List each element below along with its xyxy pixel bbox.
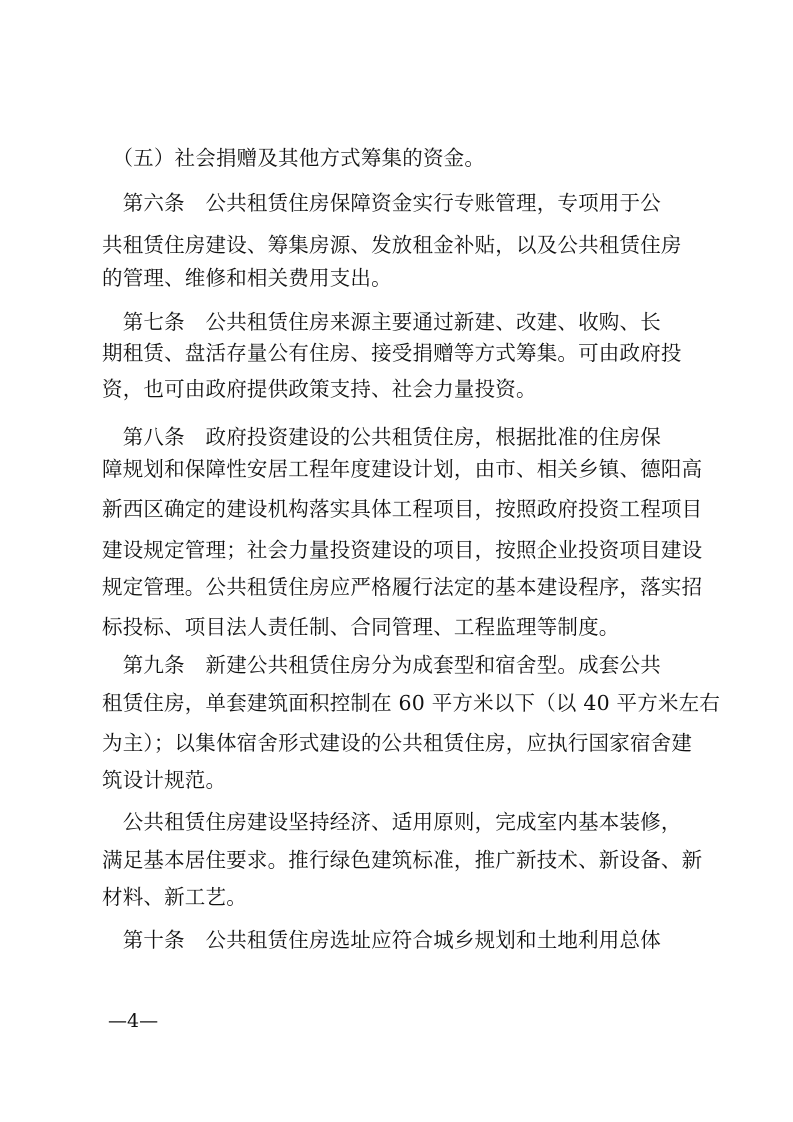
text-line: 材料、新工艺。 <box>102 885 247 909</box>
text-line: 第十条 公共租赁住房选址应符合城乡规划和土地利用总体 <box>102 928 661 952</box>
text-line: 满足基本居住要求。推行绿色建筑标准，推广新技术、新设备、新 <box>102 848 703 872</box>
text-line: 障规划和保障性安居工程年度建设计划，由市、相关乡镇、德阳高 <box>102 457 703 481</box>
text-line: 第八条 政府投资建设的公共租赁住房，根据批准的住房保 <box>102 425 661 449</box>
page-number: —4— <box>108 1010 159 1032</box>
text-line: 租赁住房，单套建筑面积控制在 60 平方米以下（以 40 平方米左右 <box>102 691 721 715</box>
text-line: 第七条 公共租赁住房来源主要通过新建、改建、收购、长 <box>102 310 661 334</box>
text-line: 第六条 公共租赁住房保障资金实行专账管理，专项用于公 <box>102 191 661 215</box>
text-line: 的管理、维修和相关费用支出。 <box>102 266 392 290</box>
text-line: 共租赁住房建设、筹集房源、发放租金补贴，以及公共租赁住房 <box>102 233 682 257</box>
text-line: 公共租赁住房建设坚持经济、适用原则，完成室内基本装修， <box>102 810 682 834</box>
text-line: 规定管理。公共租赁住房应严格履行法定的基本建设程序，落实招 <box>102 575 703 599</box>
text-line: 为主）；以集体宿舍形式建设的公共租赁住房，应执行国家宿舍建 <box>102 731 693 755</box>
text-line: 筑设计规范。 <box>102 768 227 792</box>
text-line: 期租赁、盘活存量公有住房、接受捐赠等方式筹集。可由政府投 <box>102 341 682 365</box>
text-line: 建设规定管理；社会力量投资建设的项目，按照企业投资项目建设 <box>102 538 703 562</box>
text-line: 新西区确定的建设机构落实具体工程项目，按照政府投资工程项目 <box>102 497 703 521</box>
text-line: 第九条 新建公共租赁住房分为成套型和宿舍型。成套公共 <box>102 653 661 677</box>
text-line: （五）社会捐赠及其他方式筹集的资金。 <box>102 146 486 170</box>
text-line: 资，也可由政府提供政策支持、社会力量投资。 <box>102 377 537 401</box>
text-line: 标投标、项目法人责任制、合同管理、工程监理等制度。 <box>102 615 620 639</box>
